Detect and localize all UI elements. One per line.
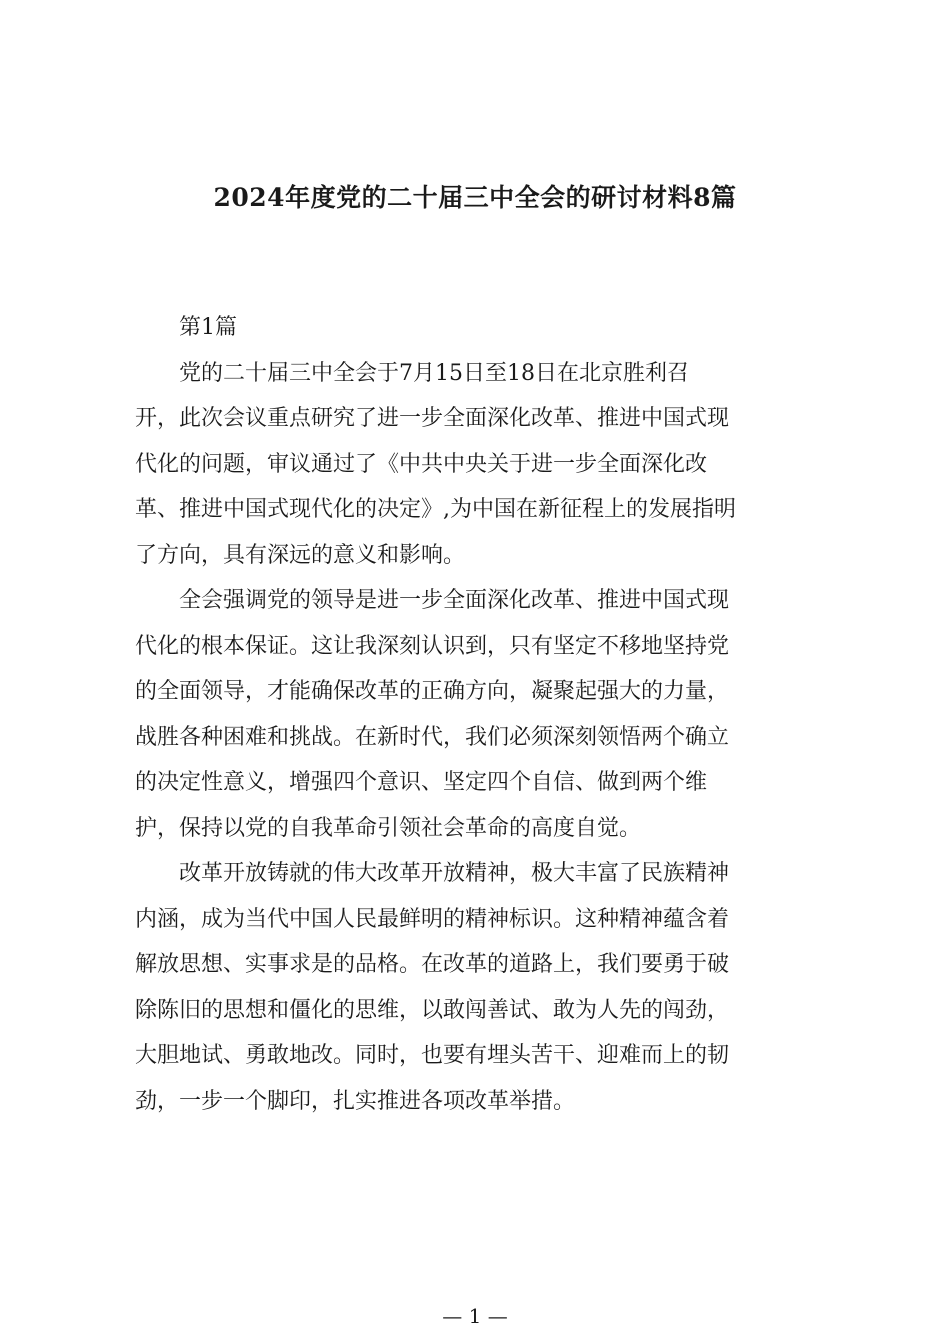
paragraph-line: 代化的根本保证。这让我深刻认识到，只有坚定不移地坚持党 <box>135 633 730 659</box>
paragraph-line: 除陈旧的思想和僵化的思维，以敢闯善试、敢为人先的闯劲， <box>135 997 730 1023</box>
paragraph-line: 内涵，成为当代中国人民最鲜明的精神标识。这种精神蕴含着 <box>135 906 730 932</box>
paragraph-line: 全会强调党的领导是进一步全面深化改革、推进中国式现 <box>179 588 730 613</box>
document-title: 2024年度党的二十届三中全会的研讨材料8篇 <box>213 183 737 212</box>
paragraph-line: 改革开放铸就的伟大改革开放精神，极大丰富了民族精神 <box>179 861 730 886</box>
paragraph-line: 革、推进中国式现代化的决定》,为中国在新征程上的发展指明 <box>135 497 736 522</box>
paragraph-line: 解放思想、实事求是的品格。在改革的道路上，我们要勇于破 <box>135 952 730 977</box>
page-number: — 1 — <box>442 1304 508 1328</box>
paragraph-line: 的决定性意义，增强四个意识、坚定四个自信、做到两个维 <box>135 770 708 795</box>
paragraph-line: 代化的问题，审议通过了《中共中央关于进一步全面深化改 <box>135 451 708 477</box>
paragraph <box>135 578 835 851</box>
paragraph <box>135 351 835 579</box>
paragraph <box>135 851 835 1124</box>
section-label: 第1篇 <box>179 315 237 340</box>
paragraph-line: 开，此次会议重点研究了进一步全面深化改革、推进中国式现 <box>135 406 730 431</box>
paragraph-line: 劲，一步一个脚印，扎实推进各项改革举措。 <box>135 1088 576 1114</box>
paragraph-list <box>135 351 835 1125</box>
paragraph-line: 护，保持以党的自我革命引领社会革命的高度自觉。 <box>135 815 642 841</box>
paragraph-line: 大胆地试、勇敢地改。同时，也要有埋头苦干、迎难而上的韧 <box>135 1043 730 1068</box>
paragraph-line: 了方向，具有深远的意义和影响。 <box>135 542 466 568</box>
paragraph-line: 战胜各种困难和挑战。在新时代，我们必须深刻领悟两个确立 <box>135 724 730 750</box>
document-body <box>135 305 835 1124</box>
paragraph-line: 的全面领导，才能确保改革的正确方向，凝聚起强大的力量， <box>135 679 730 704</box>
paragraph-line: 党的二十届三中全会于7月15日至18日在北京胜利召 <box>179 360 689 386</box>
